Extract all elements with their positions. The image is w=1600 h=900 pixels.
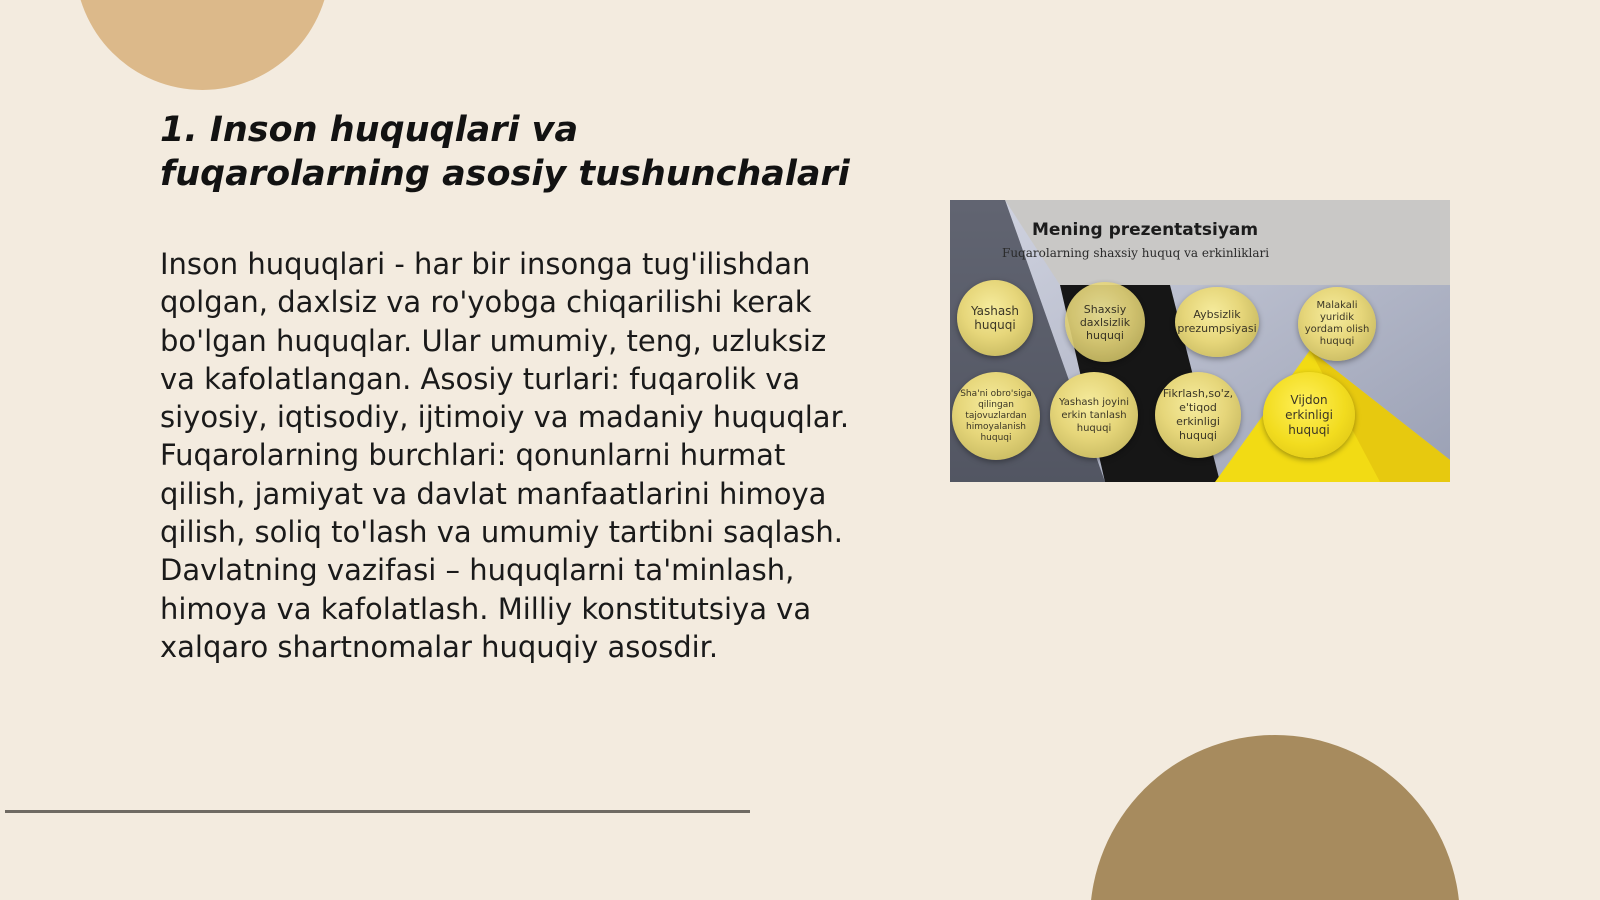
image-subtitle: Fuqarolarning shaxsiy huquq va erkinliklari — [1002, 246, 1270, 260]
bubble-shaxsiy — [1065, 282, 1145, 362]
divider-line — [5, 810, 750, 813]
bubble-label: Yashash joyini erkin tanlash huquqi — [1059, 396, 1129, 434]
bubble-fikrlash — [1155, 372, 1241, 458]
presentation-image — [950, 200, 1450, 482]
bubble-label: Shaxsiy daxlsizlik huquqi — [1079, 302, 1131, 342]
bubble-label: Sha'ni obro'siga qilingan tajovuzlardan himoyalanish huquqi — [960, 388, 1032, 443]
bubble-label: Vijdon erkinligi huquqi — [1285, 392, 1333, 437]
slide-body-text: Inson huquqlari - har bir insonga tug'ilishdan qolgan, daxlsiz va ro'yobga chiqarilishi kerak bo'lgan huquqlar. Ular umumiy, teng, uzluksiz va kafolatlangan. Asosiy turlari: fuqarolik va siyosiy, iqtisodiy, ijtimoiy va madaniy huquqlar. Fuqarolarning burchlari: qonunlarni hurmat qilish, jamiyat va davlat manfaatlarini himoya qilish, soliq to'lash va umumiy tartibni saqlash. Davlatning vazifasi – huquqlarni ta'minlash, himoya va kafolatlash. Milliy konstitutsiya va xalqaro shartnomalar huquqiy asosdir. — [160, 247, 850, 664]
bubble-shani — [952, 372, 1040, 460]
bubble-malakali — [1298, 287, 1376, 361]
bubble-label: Fikrlash,so'z, e'tiqod erkinligi huquqi — [1162, 387, 1234, 442]
decorative-circle-bottom — [1090, 735, 1460, 900]
slide-title: 1. Inson huquqlari va fuqarolarning asosiy tushunchalari — [160, 110, 850, 194]
bubble-aybsizlik — [1175, 287, 1259, 357]
bubble-yashash-joyi — [1050, 372, 1138, 458]
bubble-vijdon — [1263, 372, 1355, 458]
bubble-label: Malakali yuridik yordam olish huquqi — [1304, 300, 1370, 347]
bubble-yashash — [957, 280, 1033, 356]
image-title: Mening prezentatsiyam — [1032, 220, 1259, 240]
decorative-circle-top — [75, 0, 330, 90]
bubble-label: Yashash huquqi — [970, 304, 1020, 332]
bubble-label: Aybsizlik prezumpsiyasi — [1177, 308, 1257, 335]
